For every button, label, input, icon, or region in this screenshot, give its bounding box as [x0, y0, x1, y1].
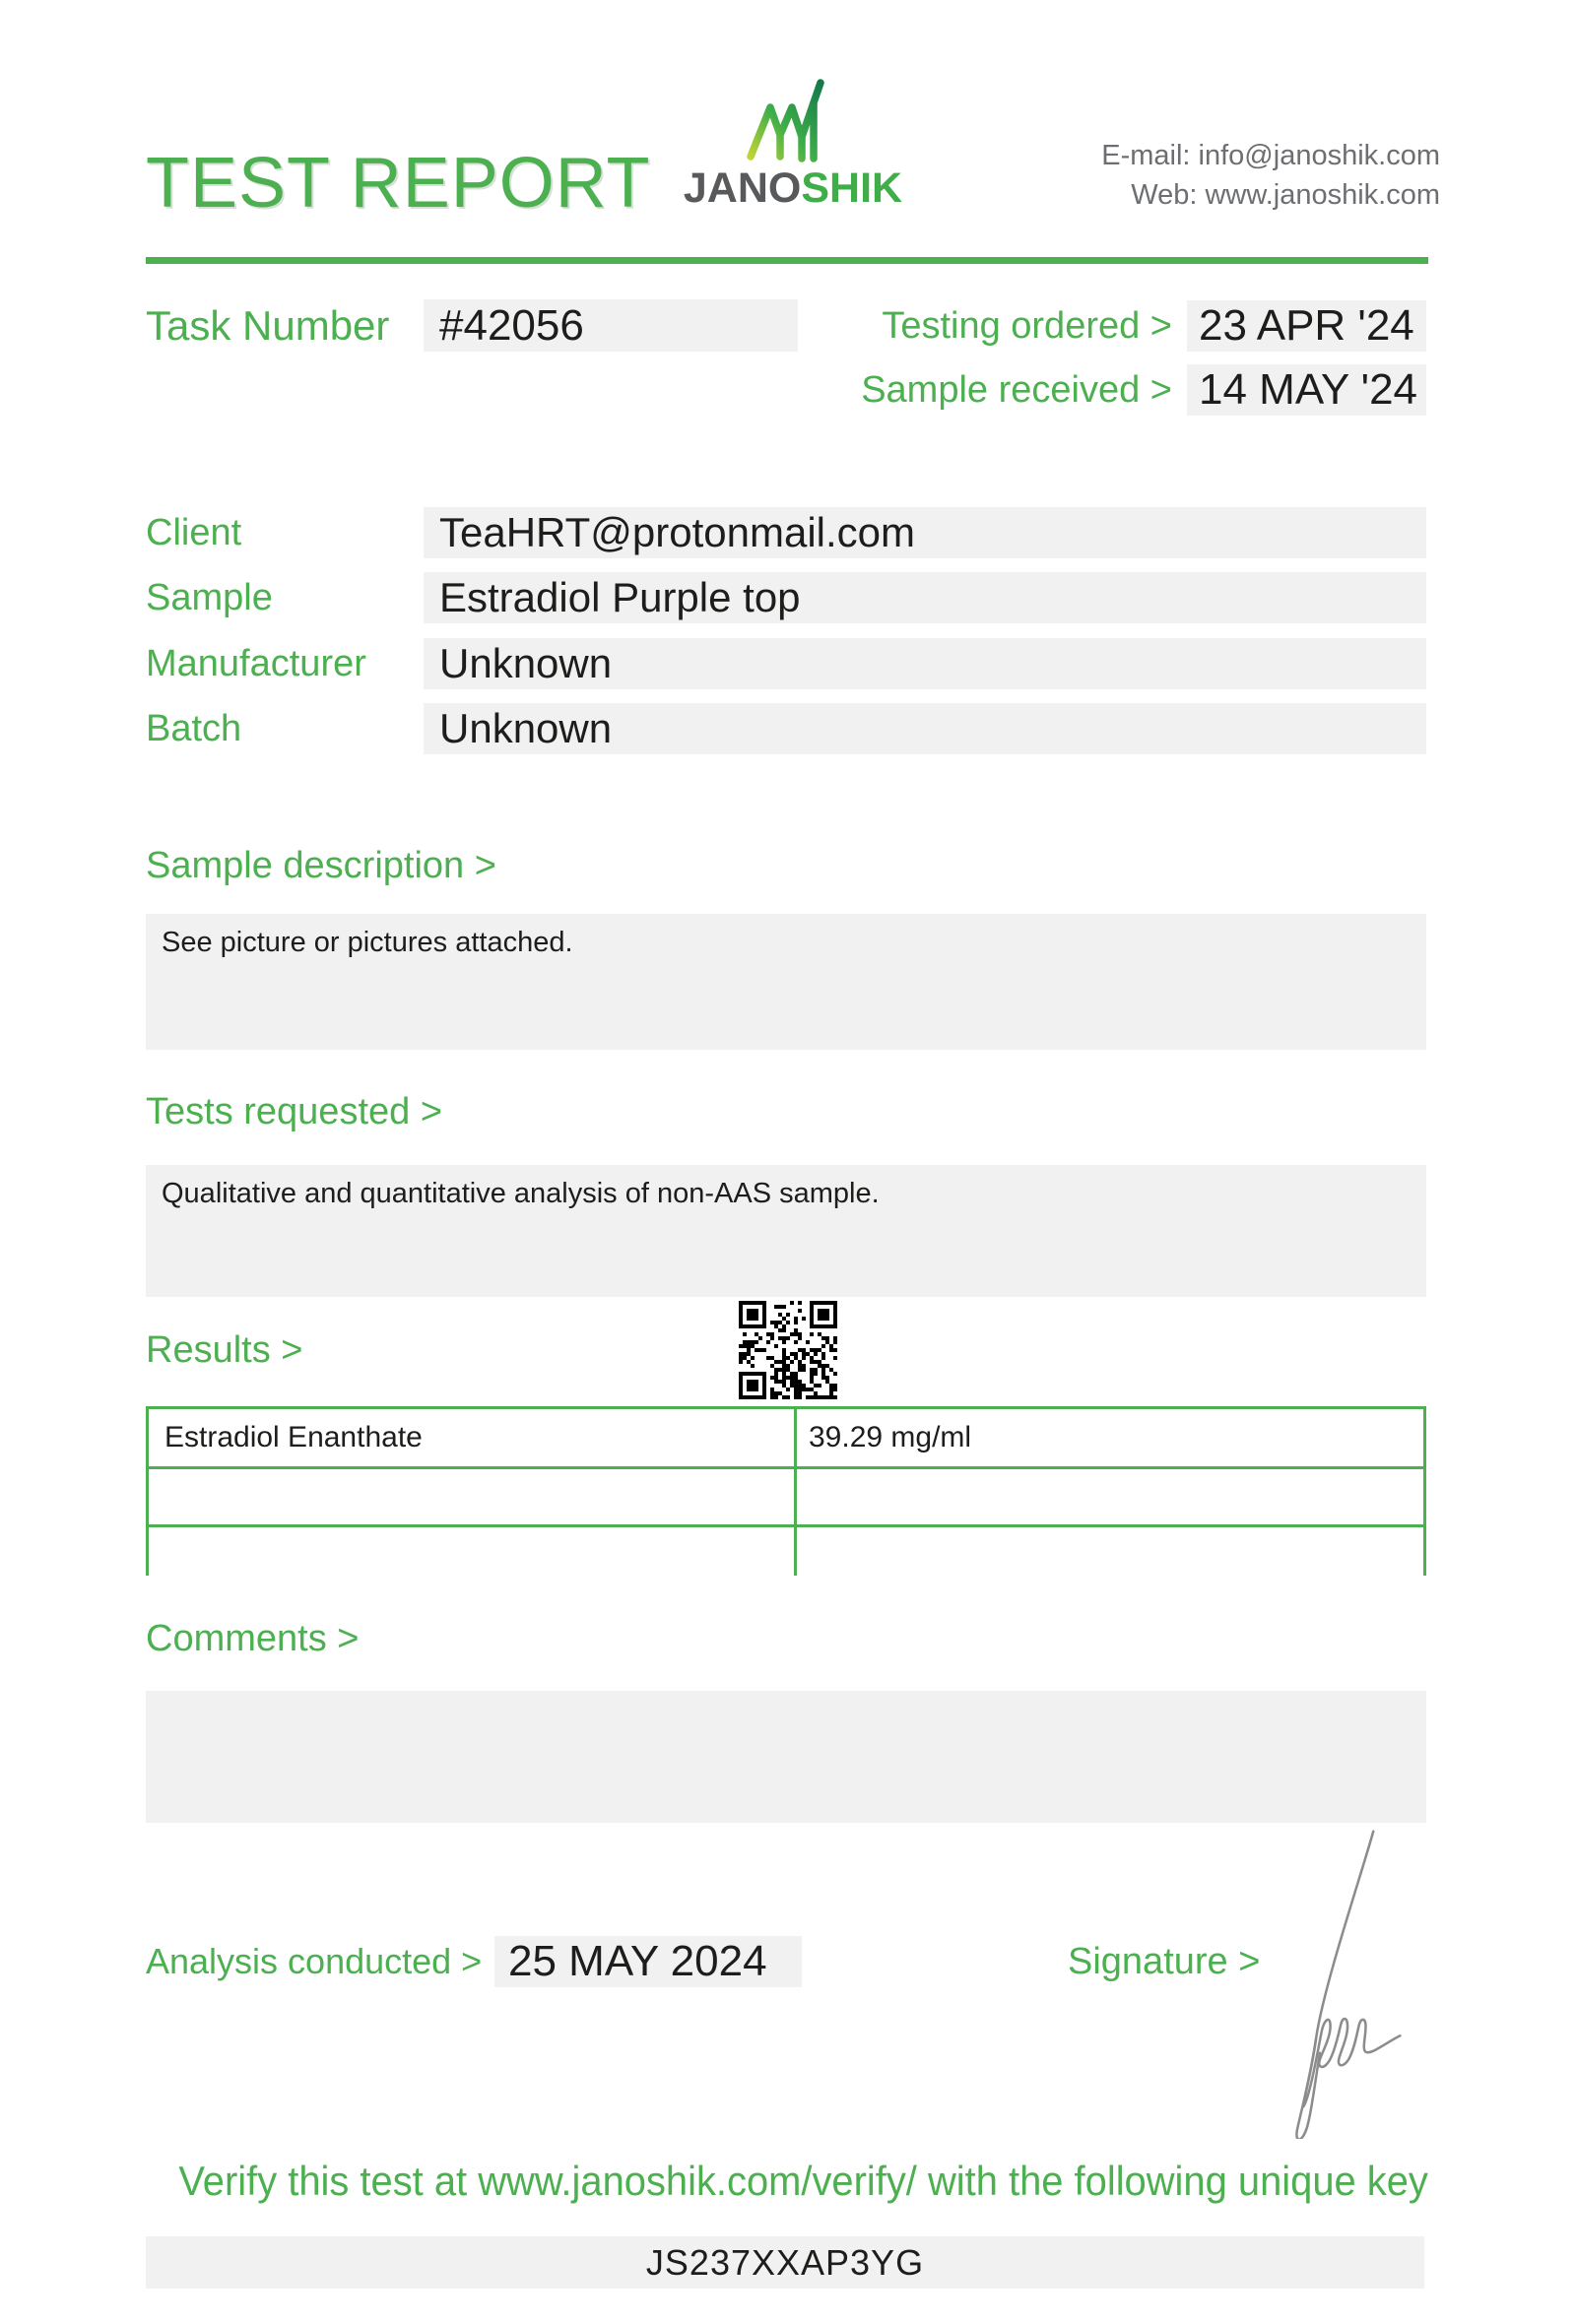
sample-received-value: 14 MAY '24 — [1187, 364, 1426, 416]
page-title: TEST REPORT — [146, 144, 651, 223]
header-divider — [146, 257, 1428, 264]
contact-block — [1101, 136, 1440, 215]
results-row-value — [797, 1527, 1423, 1584]
verify-text: Verify this test at www.janoshik.com/verify/ with the following unique key — [178, 2158, 1428, 2204]
client-label: Client — [146, 512, 242, 553]
signature-scribble — [1271, 1824, 1428, 2139]
logo-text-shik: SHIK — [801, 164, 903, 212]
task-number-label: Task Number — [146, 301, 390, 349]
results-row-analyte — [149, 1527, 794, 1584]
results-row-analyte: Estradiol Enanthate — [149, 1409, 794, 1466]
contact-web: Web: www.janoshik.com — [1131, 179, 1440, 211]
results-row-analyte — [149, 1469, 794, 1524]
sample-description-text: See picture or pictures attached. — [162, 927, 573, 958]
manufacturer-value: Unknown — [424, 638, 1426, 689]
analysis-date-value: 25 MAY 2024 — [494, 1936, 802, 1987]
client-value: TeaHRT@protonmail.com — [424, 507, 1426, 558]
sample-received-label: Sample received > — [861, 369, 1172, 411]
tests-requested-text: Qualitative and quantitative analysis of non-AAS sample. — [162, 1178, 880, 1209]
tests-requested-box — [146, 1165, 1426, 1297]
verify-key-bar — [146, 2236, 1424, 2289]
logo-wordmark — [678, 164, 908, 212]
results-table — [146, 1406, 1426, 1576]
comments-box — [146, 1691, 1426, 1823]
qr-code — [739, 1301, 837, 1399]
sample-value: Estradiol Purple top — [424, 572, 1426, 623]
signature-label: Signature > — [1068, 1941, 1261, 1982]
results-row-value: 39.29 mg/ml — [797, 1409, 1423, 1466]
tests-requested-heading: Tests requested > — [146, 1091, 443, 1132]
janoshik-logo — [678, 75, 908, 210]
sample-description-heading: Sample description > — [146, 845, 496, 886]
contact-email: E-mail: info@janoshik.com — [1101, 140, 1440, 171]
analysis-conducted-label: Analysis conducted > — [146, 1941, 483, 1981]
manufacturer-label: Manufacturer — [146, 643, 366, 684]
results-heading: Results > — [146, 1329, 303, 1371]
batch-label: Batch — [146, 708, 242, 749]
task-number-value: #42056 — [424, 299, 798, 352]
comments-heading: Comments > — [146, 1618, 360, 1659]
verify-instruction — [146, 2159, 1426, 2204]
testing-ordered-label: Testing ordered > — [882, 305, 1172, 347]
sample-description-box — [146, 914, 1426, 1050]
verify-key: JS237XXAP3YG — [645, 2241, 925, 2283]
results-row-value — [797, 1469, 1423, 1524]
sample-label: Sample — [146, 577, 273, 618]
batch-value: Unknown — [424, 703, 1426, 754]
logo-chart-icon — [739, 75, 847, 163]
testing-ordered-value: 23 APR '24 — [1187, 300, 1426, 352]
logo-text-jano: JANO — [683, 164, 802, 212]
